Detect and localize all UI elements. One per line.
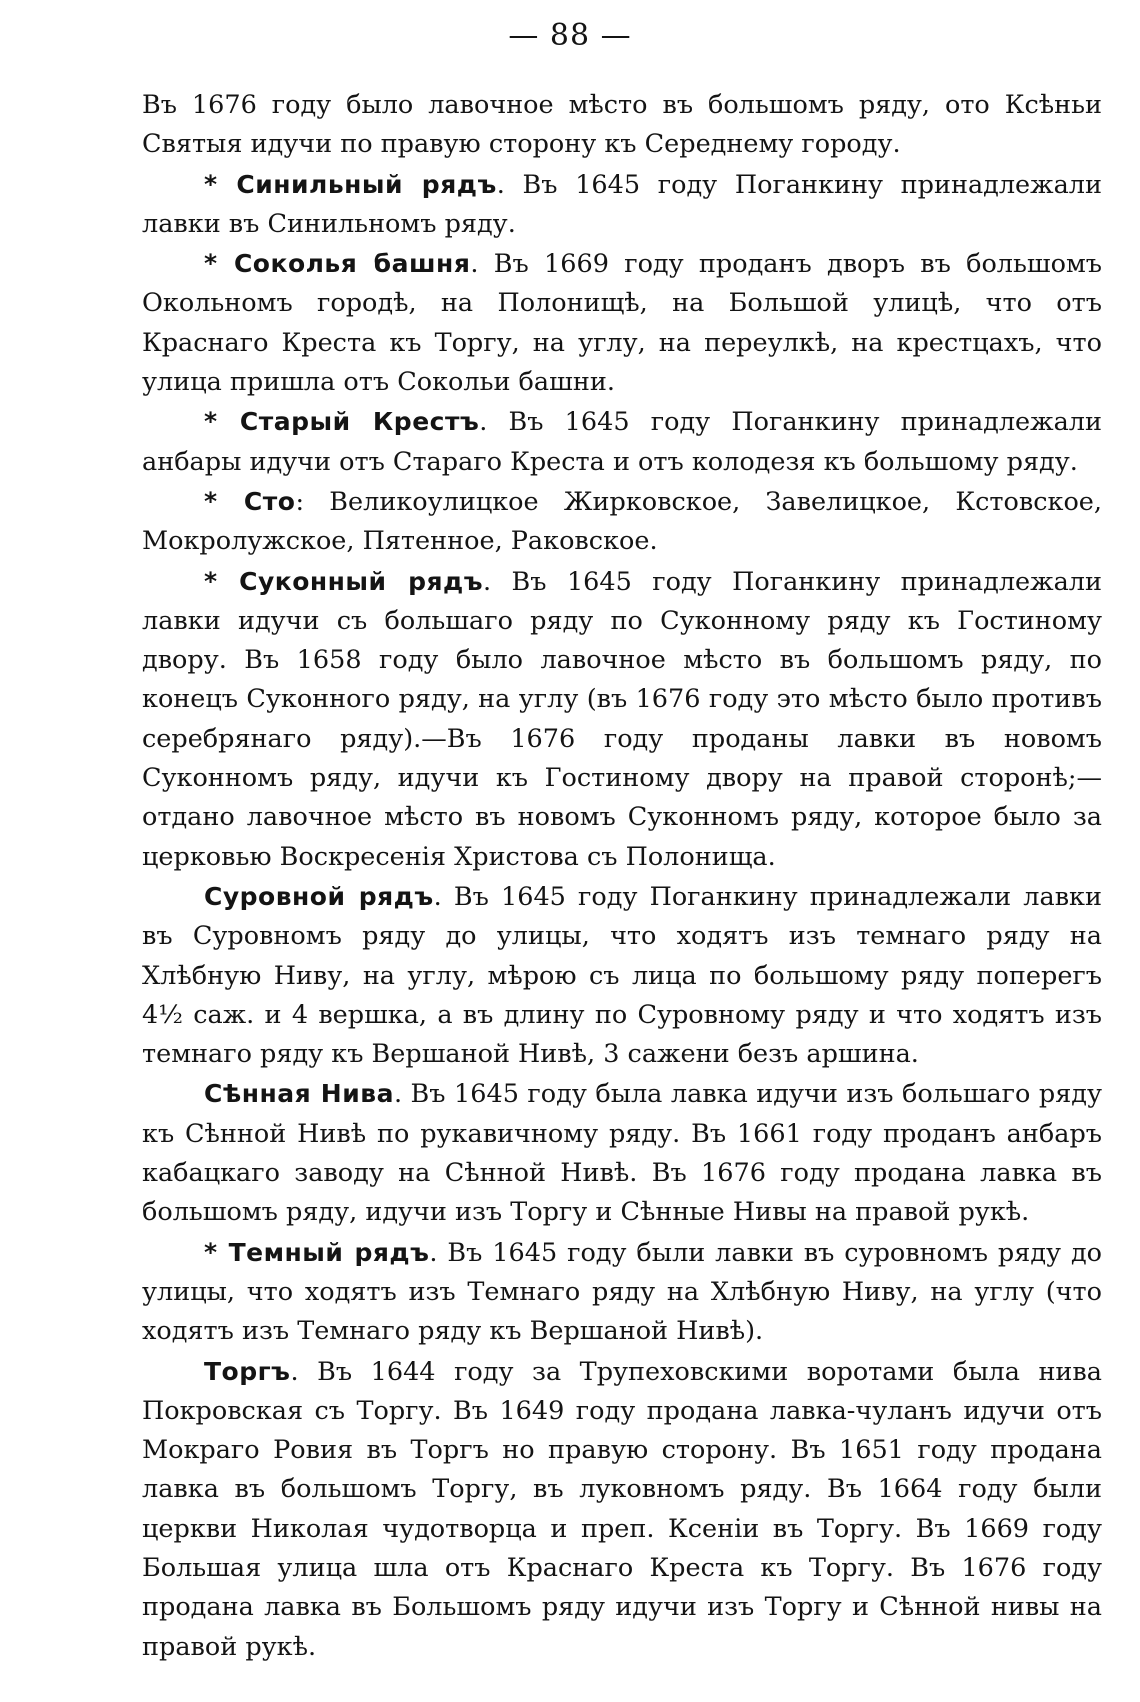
entry-heading: * Соколья башня (204, 249, 471, 279)
entry-heading: Сѣнная Нива (204, 1079, 394, 1109)
paragraph-text: . Въ 1645 году Поганкину принадлежали лавки идучи съ большаго ряду по Суконному ряду къ Гостиному двору. Въ 1658 году было лавочное мѣсто въ большомъ ряду, по конецъ Суконного ряду, на углу (въ 1676 году это мѣсто было противъ серебрянаго ряду).—Въ 1676 году проданы лавки въ новомъ Суконномъ ряду, идучи къ Гостиному двору на правой сторонѣ;—отдано лавочное мѣсто въ новомъ Суконномъ ряду, которое было за церковью Воскресенія Христова съ Полонища. (142, 566, 1102, 872)
paragraph (142, 86, 1102, 165)
paragraph (142, 877, 1102, 1074)
paragraph-text: . Въ 1645 году Поганкину принадлежали лавки въ Синильномъ ряду. (142, 169, 1103, 239)
paragraph (142, 562, 1102, 877)
page-number: — 88 — (508, 18, 632, 53)
paragraph-text: . Въ 1645 году были лавки въ суровномъ ряду до улицы, что ходятъ изъ Темнаго ряду на Хлѣбную Ниву, на углу (что ходятъ изъ Темнаго ряду къ Вершаной Нивѣ). (142, 1237, 1103, 1347)
entry-heading: * Старый Крестъ (204, 407, 480, 437)
paragraph (142, 1352, 1102, 1667)
entry-heading: Торгъ (204, 1356, 291, 1386)
body-text (142, 86, 1102, 1667)
paragraph-text: . Въ 1645 году была лавка идучи изъ большаго ряду къ Сѣнной Нивѣ по рукавичному ряду. Въ 1661 году проданъ анбаръ кабацкаго заводу на Сѣнной Нивѣ. Въ 1676 году продана лавка въ большомъ ряду, идучи изъ Торгу и Сѣнные Нивы на правой рукѣ. (142, 1079, 1102, 1228)
paragraph-text: . Въ 1644 году за Трупеховскими воротами была нива Покровская съ Торгу. Въ 1649 году продана лавка-чуланъ идучи отъ Мокраго Ровия въ Торгъ но правую сторону. Въ 1651 году продана лавка въ большомъ Торгу, въ луковномъ ряду. Въ 1664 году были церкви Николая чудотворца и преп. Ксеніи въ Торгу. Въ 1669 году Большая улица шла отъ Краснаго Креста къ Торгу. Въ 1676 году продана лавка въ Большомъ ряду идучи изъ Торгу и Сѣнной нивы на правой рукѣ. (142, 1356, 1102, 1662)
entry-heading: * Суконный рядъ (204, 566, 484, 596)
paragraph (142, 482, 1102, 562)
paragraph-text: . Въ 1669 году проданъ дворъ въ большомъ Окольномъ городѣ, на Полонищѣ, на Большой улицѣ, что отъ Краснаго Креста къ Торгу, на углу, на переулкѣ, на крестцахъ, что улица пришла отъ Сокольи башни. (142, 249, 1102, 398)
entry-heading: * Сто (204, 486, 296, 516)
paragraph (142, 165, 1102, 245)
entry-heading: * Темный рядъ (204, 1237, 430, 1267)
entry-heading: * Синильный рядъ (204, 169, 497, 199)
paragraph-text: Въ 1676 году было лавочное мѣсто въ большомъ ряду, ото Ксѣньи Святыя идучи по правую сторону къ Середнему городу. (142, 90, 1102, 160)
paragraph-text: : Великоулицкое Жирковское, Завелицкое, Кстовское, Мокролужское, Пятенное, Раковское. (142, 486, 1102, 557)
paragraph (142, 402, 1102, 482)
entry-heading: Суровной рядъ (204, 881, 434, 911)
paragraph (142, 1233, 1102, 1352)
paragraph (142, 244, 1102, 402)
paragraph (142, 1074, 1102, 1232)
paragraph-text: . Въ 1645 году Поганкину принадлежали анбары идучи отъ Стараго Креста и отъ колодезя къ большому ряду. (142, 407, 1102, 477)
paragraph-text: . Въ 1645 году Поганкину принадлежали лавки въ Суровномъ ряду до улицы, что ходятъ изъ темнаго ряду на Хлѣбную Ниву, на углу, мѣрою съ лица по большому ряду поперегъ 4½ саж. и 4 вершка, а въ длину по Суровному ряду и что ходятъ изъ темнаго ряду къ Вершаной Нивѣ, 3 сажени безъ аршина. (142, 881, 1102, 1070)
